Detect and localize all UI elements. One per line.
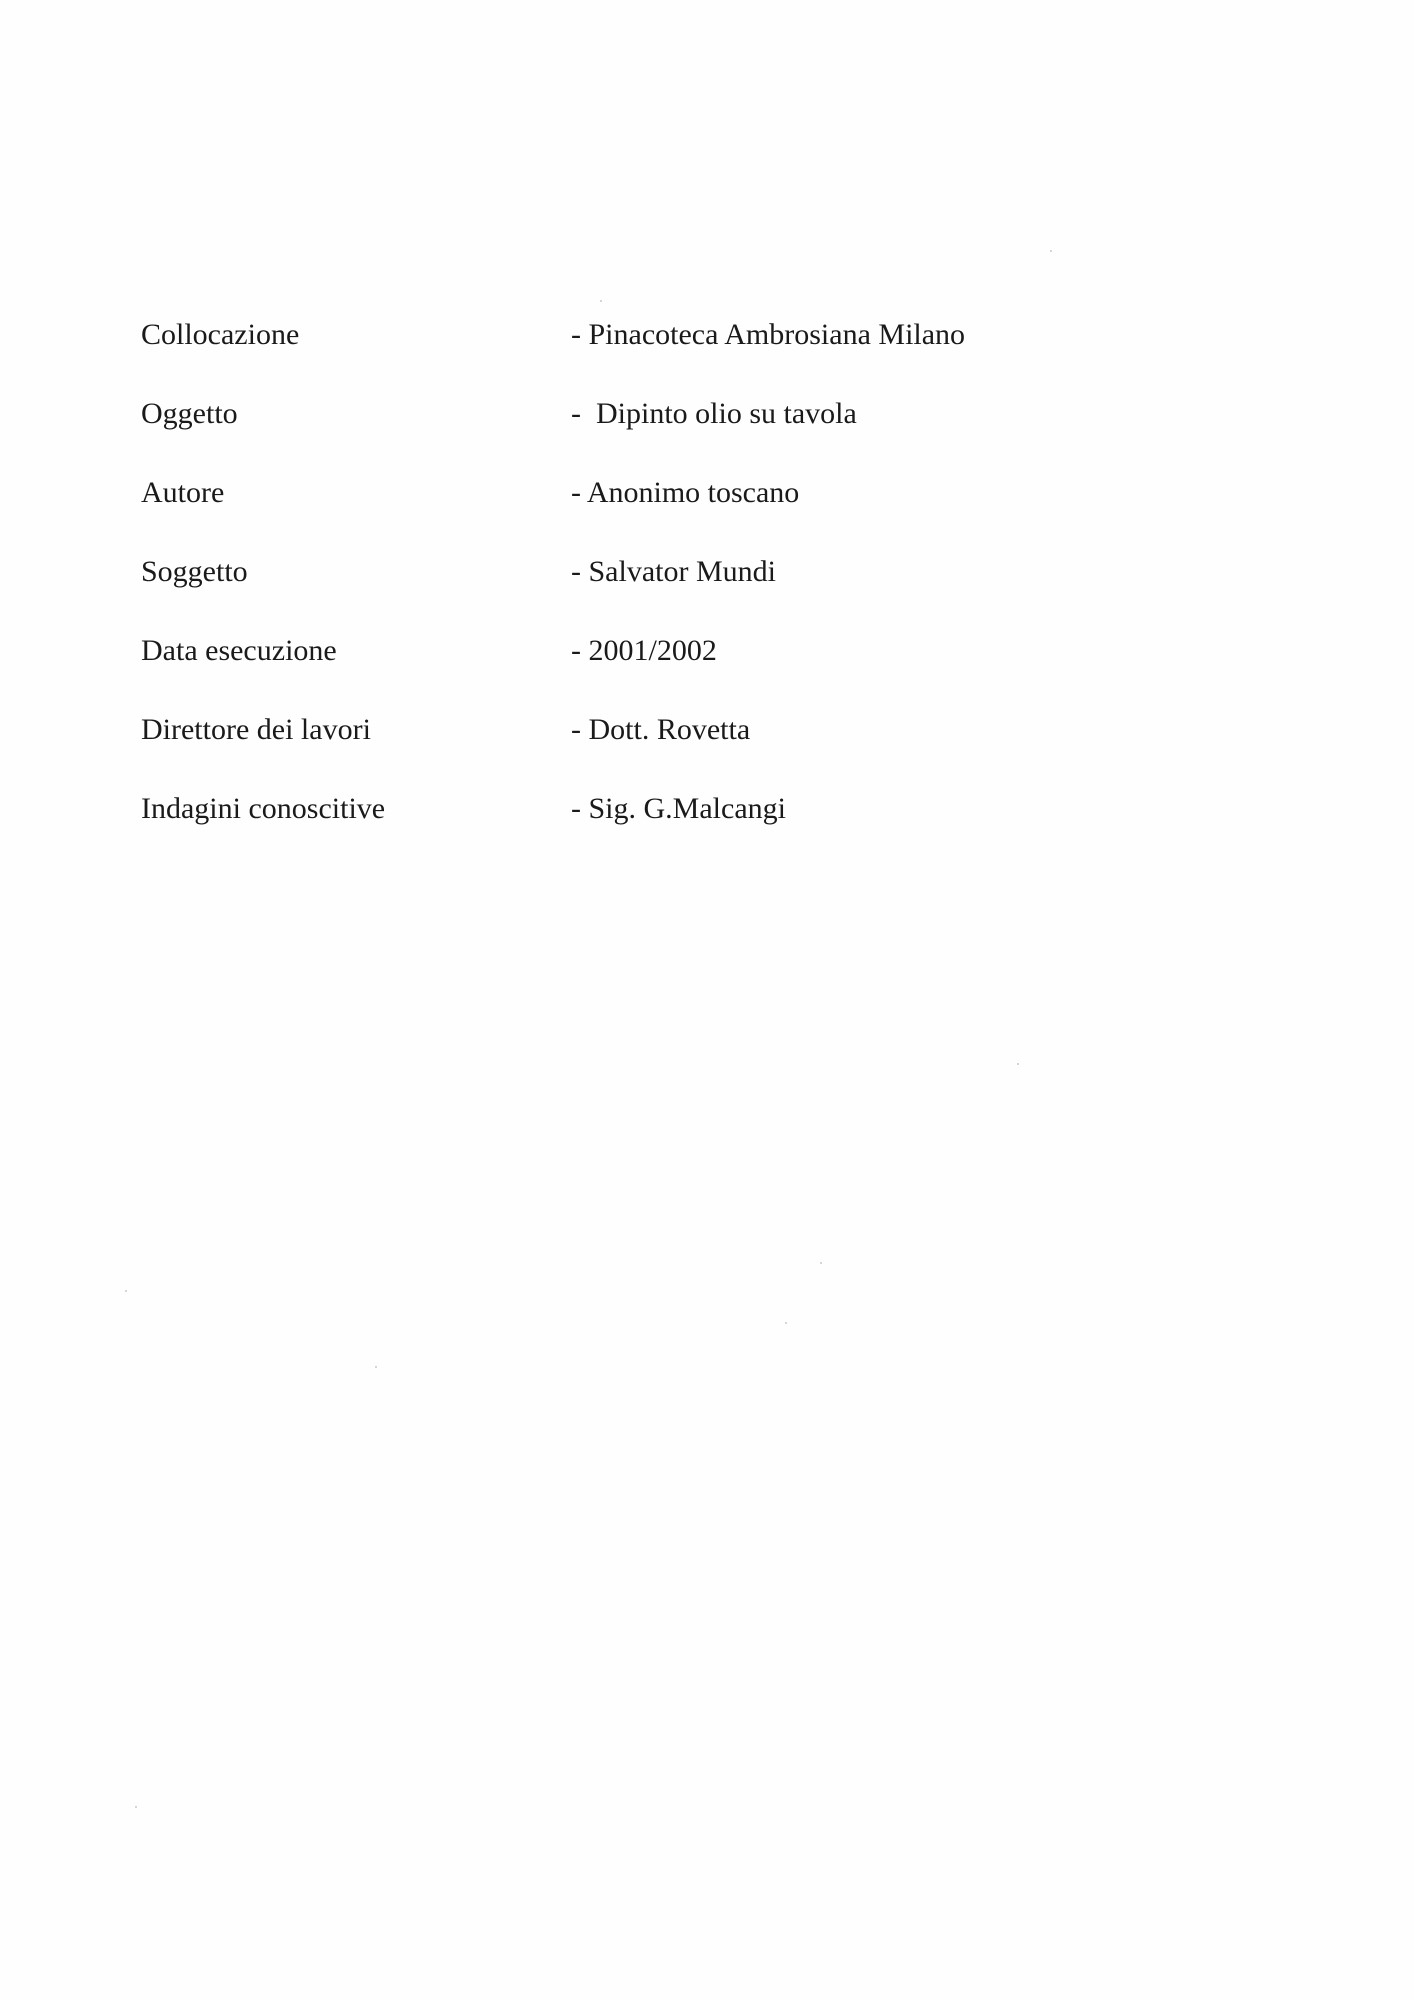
scan-speck xyxy=(1050,250,1052,252)
record-label: Indagini conoscitive xyxy=(141,792,386,825)
record-value: - 2001/2002 xyxy=(571,634,717,667)
record-label: Autore xyxy=(141,476,225,509)
record-row-data-esecuzione xyxy=(141,632,1141,711)
record-value: - Anonimo toscano xyxy=(571,476,800,509)
record-row-indagini-conoscitive xyxy=(141,790,1141,869)
record-value: - Pinacoteca Ambrosiana Milano xyxy=(571,318,966,351)
record-label: Soggetto xyxy=(141,555,248,588)
scan-speck xyxy=(785,1322,787,1324)
record-label: Direttore dei lavori xyxy=(141,713,371,746)
record-row-autore xyxy=(141,474,1141,553)
scan-speck xyxy=(600,300,602,302)
record-row-oggetto xyxy=(141,395,1141,474)
record-value: - Salvator Mundi xyxy=(571,555,776,588)
record-value: - Dipinto olio su tavola xyxy=(571,397,857,430)
record-label: Collocazione xyxy=(141,318,300,351)
record-row-soggetto xyxy=(141,553,1141,632)
scan-speck xyxy=(1017,1063,1019,1065)
scan-speck xyxy=(135,1806,137,1808)
record-row-direttore-dei-lavori xyxy=(141,711,1141,790)
record-row-collocazione xyxy=(141,316,1141,395)
record-label: Oggetto xyxy=(141,397,238,430)
record-label: Data esecuzione xyxy=(141,634,337,667)
record-value: - Dott. Rovetta xyxy=(571,713,751,746)
record-sheet xyxy=(141,316,1141,869)
scan-speck xyxy=(375,1366,377,1368)
scan-speck xyxy=(820,1262,822,1264)
record-value: - Sig. G.Malcangi xyxy=(571,792,786,825)
scan-speck xyxy=(125,1290,127,1292)
